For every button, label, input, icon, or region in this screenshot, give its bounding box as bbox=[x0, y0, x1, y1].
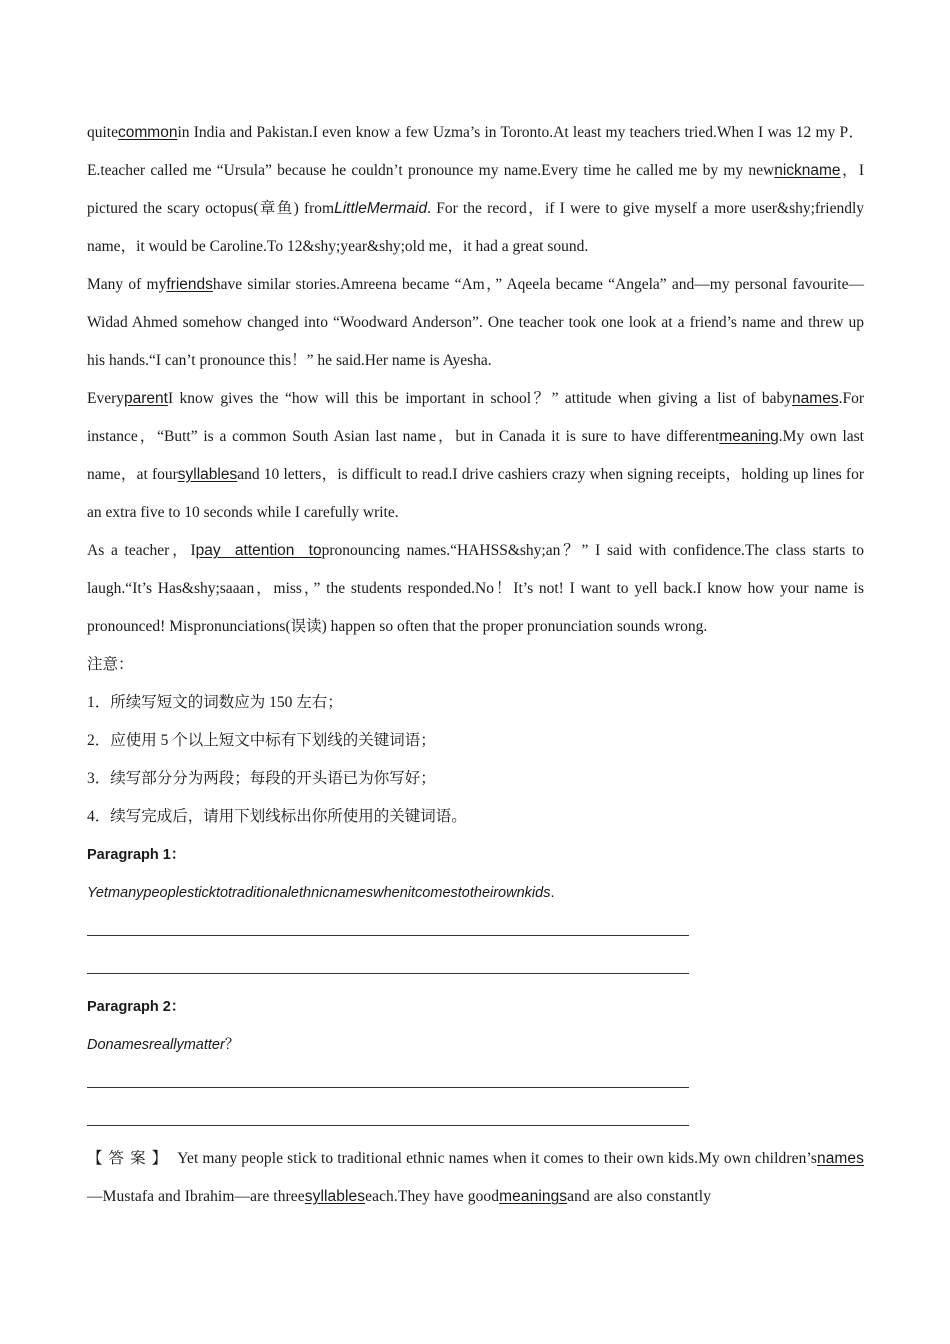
text: each.They have good bbox=[365, 1188, 500, 1205]
text: ，I pictured the scary octopus(章鱼) from bbox=[87, 162, 864, 217]
keyword: names bbox=[816, 1150, 864, 1167]
paragraph-2-label: Paragraph 2： bbox=[87, 999, 186, 1015]
answer-tag: 【答案】 bbox=[87, 1150, 174, 1167]
prompt-end: ？ bbox=[224, 1037, 240, 1053]
writing-line[interactable] bbox=[87, 1102, 864, 1140]
text: pronouncing names.“HAHSS&shy;an？” I said with confidence.The class starts to laugh.“It’s Has&shy;saaan，miss，” the students responded.No！It’s not! I want to yell back.I know how your name is pronounced! Mispronunciations(误读) happen so often that the proper pronunciation sounds wrong. bbox=[87, 542, 864, 635]
text: As a teacher，I bbox=[87, 542, 196, 559]
keyword: syllables bbox=[177, 466, 238, 483]
prompt-text: Yetmanypeoplesticktotraditionalethnicnameswhenitcomestotheirownkids bbox=[87, 885, 551, 901]
note-item: 2．应使用 5 个以上短文中标有下划线的关键词语； bbox=[87, 732, 436, 749]
prompt-end: . bbox=[550, 885, 555, 901]
note-item: 3．续写部分分为两段；每段的开头语已为你写好； bbox=[87, 770, 436, 787]
text: I know gives the “how will this be important in school？” attitude when giving a list of baby bbox=[167, 390, 793, 407]
document-content bbox=[87, 114, 864, 1216]
prompt-text: Donamesreallymatter bbox=[87, 1037, 225, 1053]
keyword: syllables bbox=[304, 1188, 366, 1205]
passage-paragraph-1 bbox=[87, 114, 864, 266]
paragraph-1-label: Paragraph 1： bbox=[87, 847, 186, 863]
text: .My own last name，at four bbox=[87, 428, 864, 483]
text: have similar stories.Amreena became “Am，” Aqeela became “Angela” and—my personal favourite—Widad Ahmed somehow changed into “Woodward Anderson”. One teacher took one look at a friend’s name and threw up his hands.“I can’t pronounce this！” he said.Her name is Ayesha. bbox=[87, 276, 864, 369]
text: —Mustafa and Ibrahim—are three bbox=[87, 1188, 305, 1205]
keyword: meanings bbox=[499, 1188, 568, 1205]
passage-paragraph-2 bbox=[87, 266, 864, 380]
passage-paragraph-4 bbox=[87, 532, 864, 646]
keyword: nickname bbox=[774, 162, 841, 179]
keyword: meaning bbox=[719, 428, 779, 445]
writing-line[interactable] bbox=[87, 912, 864, 950]
note-item: 1．所续写短文的词数应为 150 左右； bbox=[87, 694, 343, 711]
text: and are also constantly bbox=[567, 1188, 712, 1205]
text: quite bbox=[87, 124, 118, 141]
text: Many of my bbox=[87, 276, 167, 293]
paragraph-1-prompt bbox=[87, 874, 864, 912]
keyword: common bbox=[118, 124, 178, 141]
text: Yet many people stick to traditional ethnic names when it comes to their own kids.My own children’s bbox=[177, 1150, 817, 1167]
text: .For instance，“Butt” is a common South Asian last name，but in Canada it is sure to have different bbox=[87, 390, 864, 445]
keyword: parent bbox=[124, 390, 168, 407]
text: and 10 letters，is difficult to read.I drive cashiers crazy when signing receipts，holding up lines for an extra five to 10 seconds while I carefully write. bbox=[87, 466, 864, 521]
keyword: friends bbox=[166, 276, 213, 293]
note-item: 4．续写完成后，请用下划线标出你所使用的关键词语。 bbox=[87, 808, 467, 825]
book-title: LittleMermaid bbox=[334, 200, 428, 217]
answer-paragraph bbox=[87, 1140, 864, 1216]
notes-label: 注意： bbox=[87, 656, 134, 673]
writing-line[interactable] bbox=[87, 1064, 864, 1102]
writing-line[interactable] bbox=[87, 950, 864, 988]
text: in India and Pakistan.I even know a few Uzma’s in Toronto.At least my teachers tried.When I was 12 my P． E.teacher called me “Ursula” because he couldn’t pronounce my name.Every time he called me by my new bbox=[87, 124, 864, 179]
text: . For the record，if I were to give myself a more user&shy;friendly name，it would be Caroline.To 12&shy;year&shy;old me，it had a great sound. bbox=[87, 200, 865, 255]
text: Every bbox=[87, 390, 125, 407]
keyword: names bbox=[792, 390, 839, 407]
passage-paragraph-3 bbox=[87, 380, 864, 532]
keyword: pay attention to bbox=[195, 542, 322, 559]
paragraph-2-prompt bbox=[87, 1026, 864, 1064]
